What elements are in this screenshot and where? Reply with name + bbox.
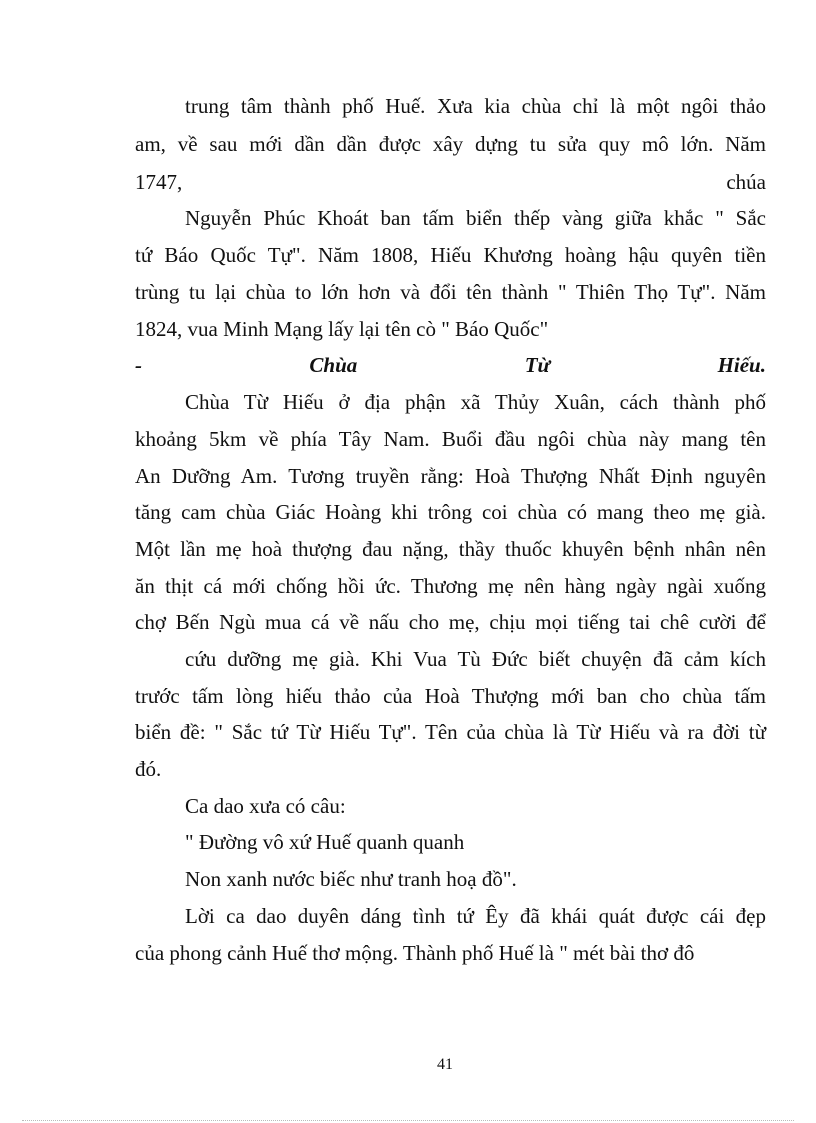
text-word: chúa [726, 170, 766, 194]
text-line: An Dưỡng Am. Tương truyền rằng: Hoà Thượng Nhất Định nguyên [135, 464, 766, 488]
text-line: khoảng 5km về phía Tây Nam. Buổi đầu ngôi chùa này mang tên [135, 427, 766, 451]
section-heading [135, 350, 766, 380]
text-line: tứ Báo Quốc Tự". Năm 1808, Hiếu Khương hoàng hậu quyên tiền [135, 243, 766, 267]
poem-line: Non xanh nước biếc như tranh hoạ đồ". [185, 867, 517, 891]
text-line: am, về sau mới dần dần được xây dựng tu sửa quy mô lớn. Năm [135, 132, 766, 156]
text-line: trước tấm lòng hiếu thảo của Hoà Thượng mới ban cho chùa tấm [135, 684, 766, 708]
text-line: chợ Bến Ngù mua cá về nấu cho mẹ, chịu mọi tiếng tai chê cười để [135, 610, 766, 634]
text-line: tăng cam chùa Giác Hoàng khi trông coi chùa có mang theo mẹ già. [135, 500, 766, 524]
text-line: đó. [135, 757, 162, 781]
text-line: Ca dao xưa có câu: [185, 794, 346, 818]
text-line: trùng tu lại chùa to lớn hơn và đổi tên thành " Thiên Thọ Tự". Năm [135, 280, 766, 304]
text-line: Nguyễn Phúc Khoát ban tấm biển thếp vàng giữa khắc " Sắc [185, 206, 766, 230]
text-line: Lời ca dao duyên dáng tình tứ Êy đã khái quát được cái đẹp [185, 904, 766, 928]
text-line-spread [135, 167, 766, 197]
text-line: trung tâm thành phố Huế. Xưa kia chùa chỉ là một ngôi thảo [185, 94, 766, 118]
text-word: 1747, [135, 170, 183, 194]
text-line: của phong cảnh Huế thơ mộng. Thành phố Huế là " mét bài thơ đô [135, 941, 695, 965]
text-line: Chùa Từ Hiếu ở địa phận xã Thủy Xuân, cách thành phố [185, 390, 766, 414]
heading-word: Từ [524, 353, 551, 377]
heading-word: Hiếu. [717, 353, 766, 377]
text-line: 1824, vua Minh Mạng lấy lại tên cò " Báo Quốc" [135, 317, 549, 341]
text-line: Một lần mẹ hoà thượng đau nặng, thầy thuốc khuyên bệnh nhân nên [135, 537, 766, 561]
footer-divider [22, 1120, 794, 1121]
poem-line: " Đường vô xứ Huế quanh quanh [185, 830, 465, 854]
page-number: 41 [437, 1056, 453, 1073]
text-line: biển đề: " Sắc tứ Từ Hiếu Tự". Tên của chùa là Từ Hiếu và ra đời từ [135, 720, 766, 744]
text-line: cứu dưỡng mẹ già. Khi Vua Tù Đức biết chuyện đã cảm kích [185, 647, 766, 671]
text-line: ăn thịt cá mới chống hồi ức. Thương mẹ nên hàng ngày ngài xuống [135, 574, 766, 598]
heading-dash: - [135, 353, 142, 377]
heading-word: Chùa [309, 353, 358, 377]
